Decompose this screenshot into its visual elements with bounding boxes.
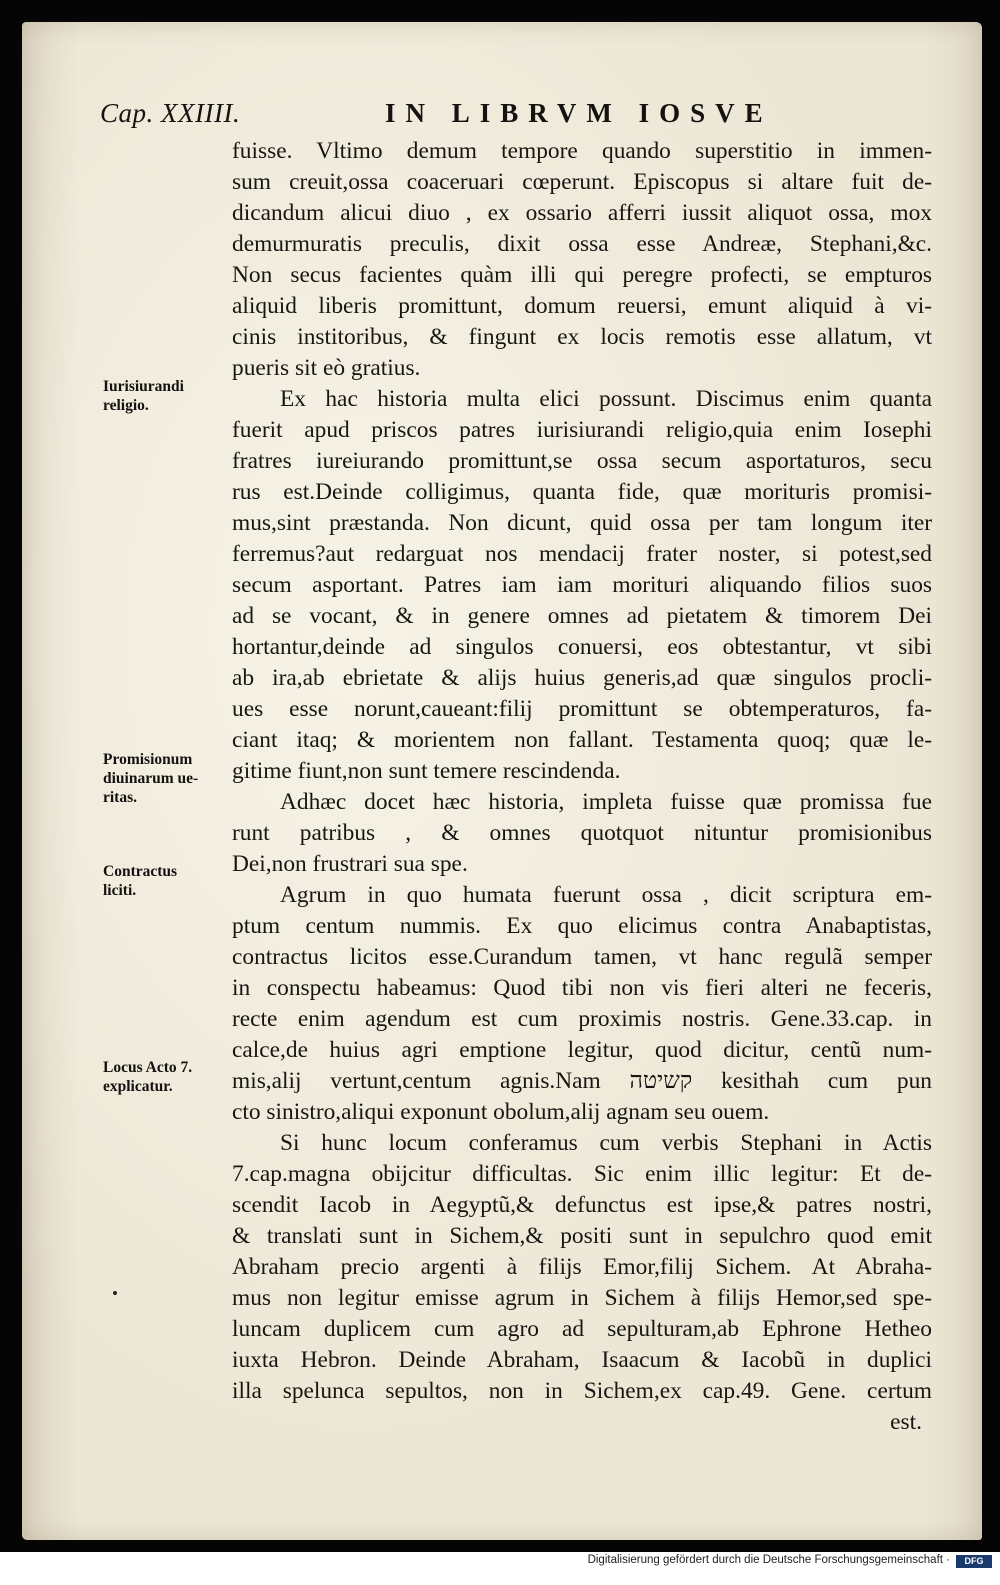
- marginal-note-contractus: [103, 862, 177, 900]
- text-line: dicandum alicui diuo , ex ossario afferri iussit aliquot ossa, mox: [232, 200, 932, 226]
- ink-speck: [113, 1291, 117, 1295]
- text-line: fratres iureiurando promittunt,se ossa secum asportaturos, secu: [232, 448, 932, 474]
- text-line: Dei,non frustrari sua spe.: [232, 851, 468, 877]
- marginal-note-line: Contractus: [103, 863, 178, 880]
- marginal-note-line: Locus Acto 7.: [103, 1059, 193, 1076]
- text-line: luncam duplicem cum agro ad sepulturam,ab Ephrone Hetheo: [232, 1316, 932, 1342]
- marginal-note-line: Iurisiurandi: [103, 378, 184, 395]
- text-line: in conspectu habeamus: Quod tibi non vis fieri alteri ne feceris,: [232, 975, 932, 1001]
- marginal-note-iurisiurandi: [103, 377, 184, 415]
- text-line: recte enim agendum est cum proximis nostris. Gene.33.cap. in: [232, 1006, 932, 1032]
- text-line: secum asportant. Patres iam iam morituri aliquando filios suos: [232, 572, 932, 598]
- text-line: & translati sunt in Sichem,& positi sunt in sepulchro quod emit: [232, 1223, 932, 1249]
- text-line: illa spelunca sepultos, non in Sichem,ex cap.49. Gene. certum: [232, 1378, 932, 1404]
- text-line: Adhæc docet hæc historia, impleta fuisse quæ promissa fue: [280, 789, 932, 815]
- text-line: runt patribus , & omnes quotquot nituntur promisionibus: [232, 820, 932, 846]
- text-line: Agrum in quo humata fuerunt ossa , dicit scriptura em-: [280, 882, 932, 908]
- catchword: est.: [890, 1409, 922, 1435]
- text-line: iuxta Hebron. Deinde Abraham, Isaacum & Iacobũ in duplici: [232, 1347, 932, 1373]
- text-line: 7.cap.magna obijcitur difficultas. Sic enim illic legitur: Et de-: [232, 1161, 932, 1187]
- marginal-note-line: explicatur.: [103, 1078, 173, 1095]
- text-line: mus non legitur emisse agrum in Sichem à filijs Hemor,sed spe-: [232, 1285, 932, 1311]
- marginal-note-line: religio.: [103, 397, 149, 414]
- text-line: ad se vocant, & in genere omnes ad pietatem & timorem Dei: [232, 603, 932, 629]
- running-head-chapter: Cap. XXIIII.: [100, 98, 241, 128]
- marginal-note-line: Promisionum: [103, 751, 193, 768]
- marginal-note-line: diuinarum ue-: [103, 770, 199, 787]
- text-line: ues esse norunt,caueant:filij promittunt se obtemperaturos, fa-: [232, 696, 932, 722]
- text-line: fuerit apud priscos patres iurisiurandi religio,quia enim Iosephi: [232, 417, 932, 443]
- text-line: scendit Iacob in Aegyptũ,& defunctus est ipse,& patres nostri,: [232, 1192, 932, 1218]
- text-line: Ex hac historia multa elici possunt. Discimus enim quanta: [280, 386, 932, 412]
- text-line: demurmuratis preculis, dixit ossa esse Andreæ, Stephani,&c.: [232, 231, 932, 257]
- text-line: aliquid liberis promittunt, domum reuersi, emunt aliquid à vi-: [232, 293, 932, 319]
- text-line: Si hunc locum conferamus cum verbis Stephani in Actis: [280, 1130, 932, 1156]
- text-line: ferremus?aut redarguat nos mendacij frater noster, si potest,sed: [232, 541, 932, 567]
- text-line: Abraham precio argenti à filijs Emor,filij Sichem. At Abraha-: [232, 1254, 932, 1280]
- funding-credit: Digitalisierung gefördert durch die Deutsche Forschungsgemeinschaft ·: [587, 1554, 950, 1566]
- text-line: contractus licitos esse.Curandum tamen, vt hanc regulã semper: [232, 944, 932, 970]
- text-line: cto sinistro,aliqui exponunt obolum,alij agnam seu ouem.: [232, 1099, 770, 1125]
- marginal-note-promisionum: [103, 750, 198, 807]
- body-text: [232, 136, 932, 1438]
- text-line: mis,alij vertunt,centum agnis.Nam קשיטה kesithah cum pun: [232, 1068, 932, 1094]
- marginal-note-locus: [103, 1058, 192, 1096]
- text-line: calce,de huius agri emptione legitur, quod dicitur, centũ num-: [232, 1037, 932, 1063]
- text-line: gitime fiunt,non sunt temere rescindenda.: [232, 758, 621, 784]
- text-line: ciant itaq; & morientem non fallant. Testamenta quoq; quæ le-: [232, 727, 932, 753]
- text-line: Non secus facientes quàm illi qui peregre profecti, se empturos: [232, 262, 932, 288]
- text-line: pueris sit eò gratius.: [232, 355, 421, 381]
- text-line: fuisse. Vltimo demum tempore quando superstitio in immen-: [232, 138, 932, 164]
- dfg-logo-icon: DFG: [956, 1555, 992, 1568]
- marginal-note-line: ritas.: [103, 789, 138, 806]
- text-line: sum creuit,ossa coaceruari cœperunt. Episcopus si altare fuit de-: [232, 169, 932, 195]
- text-line: rus est.Deinde colligimus, quanta fide, quæ morituris promisi-: [232, 479, 932, 505]
- running-head-title: IN LIBRVM IOSVE: [385, 98, 773, 128]
- text-line: ab ira,ab ebrietate & alijs huius generis,ad quæ singulos procli-: [232, 665, 932, 691]
- text-line: ptum centum nummis. Ex quo elicimus contra Anabaptistas,: [232, 913, 932, 939]
- text-line: hortantur,deinde ad singulos conuersi, eos obtestantur, vt sibi: [232, 634, 932, 660]
- text-line: mus,sint præstanda. Non dicunt, quid ossa per tam longum iter: [232, 510, 932, 536]
- marginal-note-line: liciti.: [103, 882, 137, 899]
- text-line: cinis institoribus, & fingunt ex locis remotis esse allatum, vt: [232, 324, 932, 350]
